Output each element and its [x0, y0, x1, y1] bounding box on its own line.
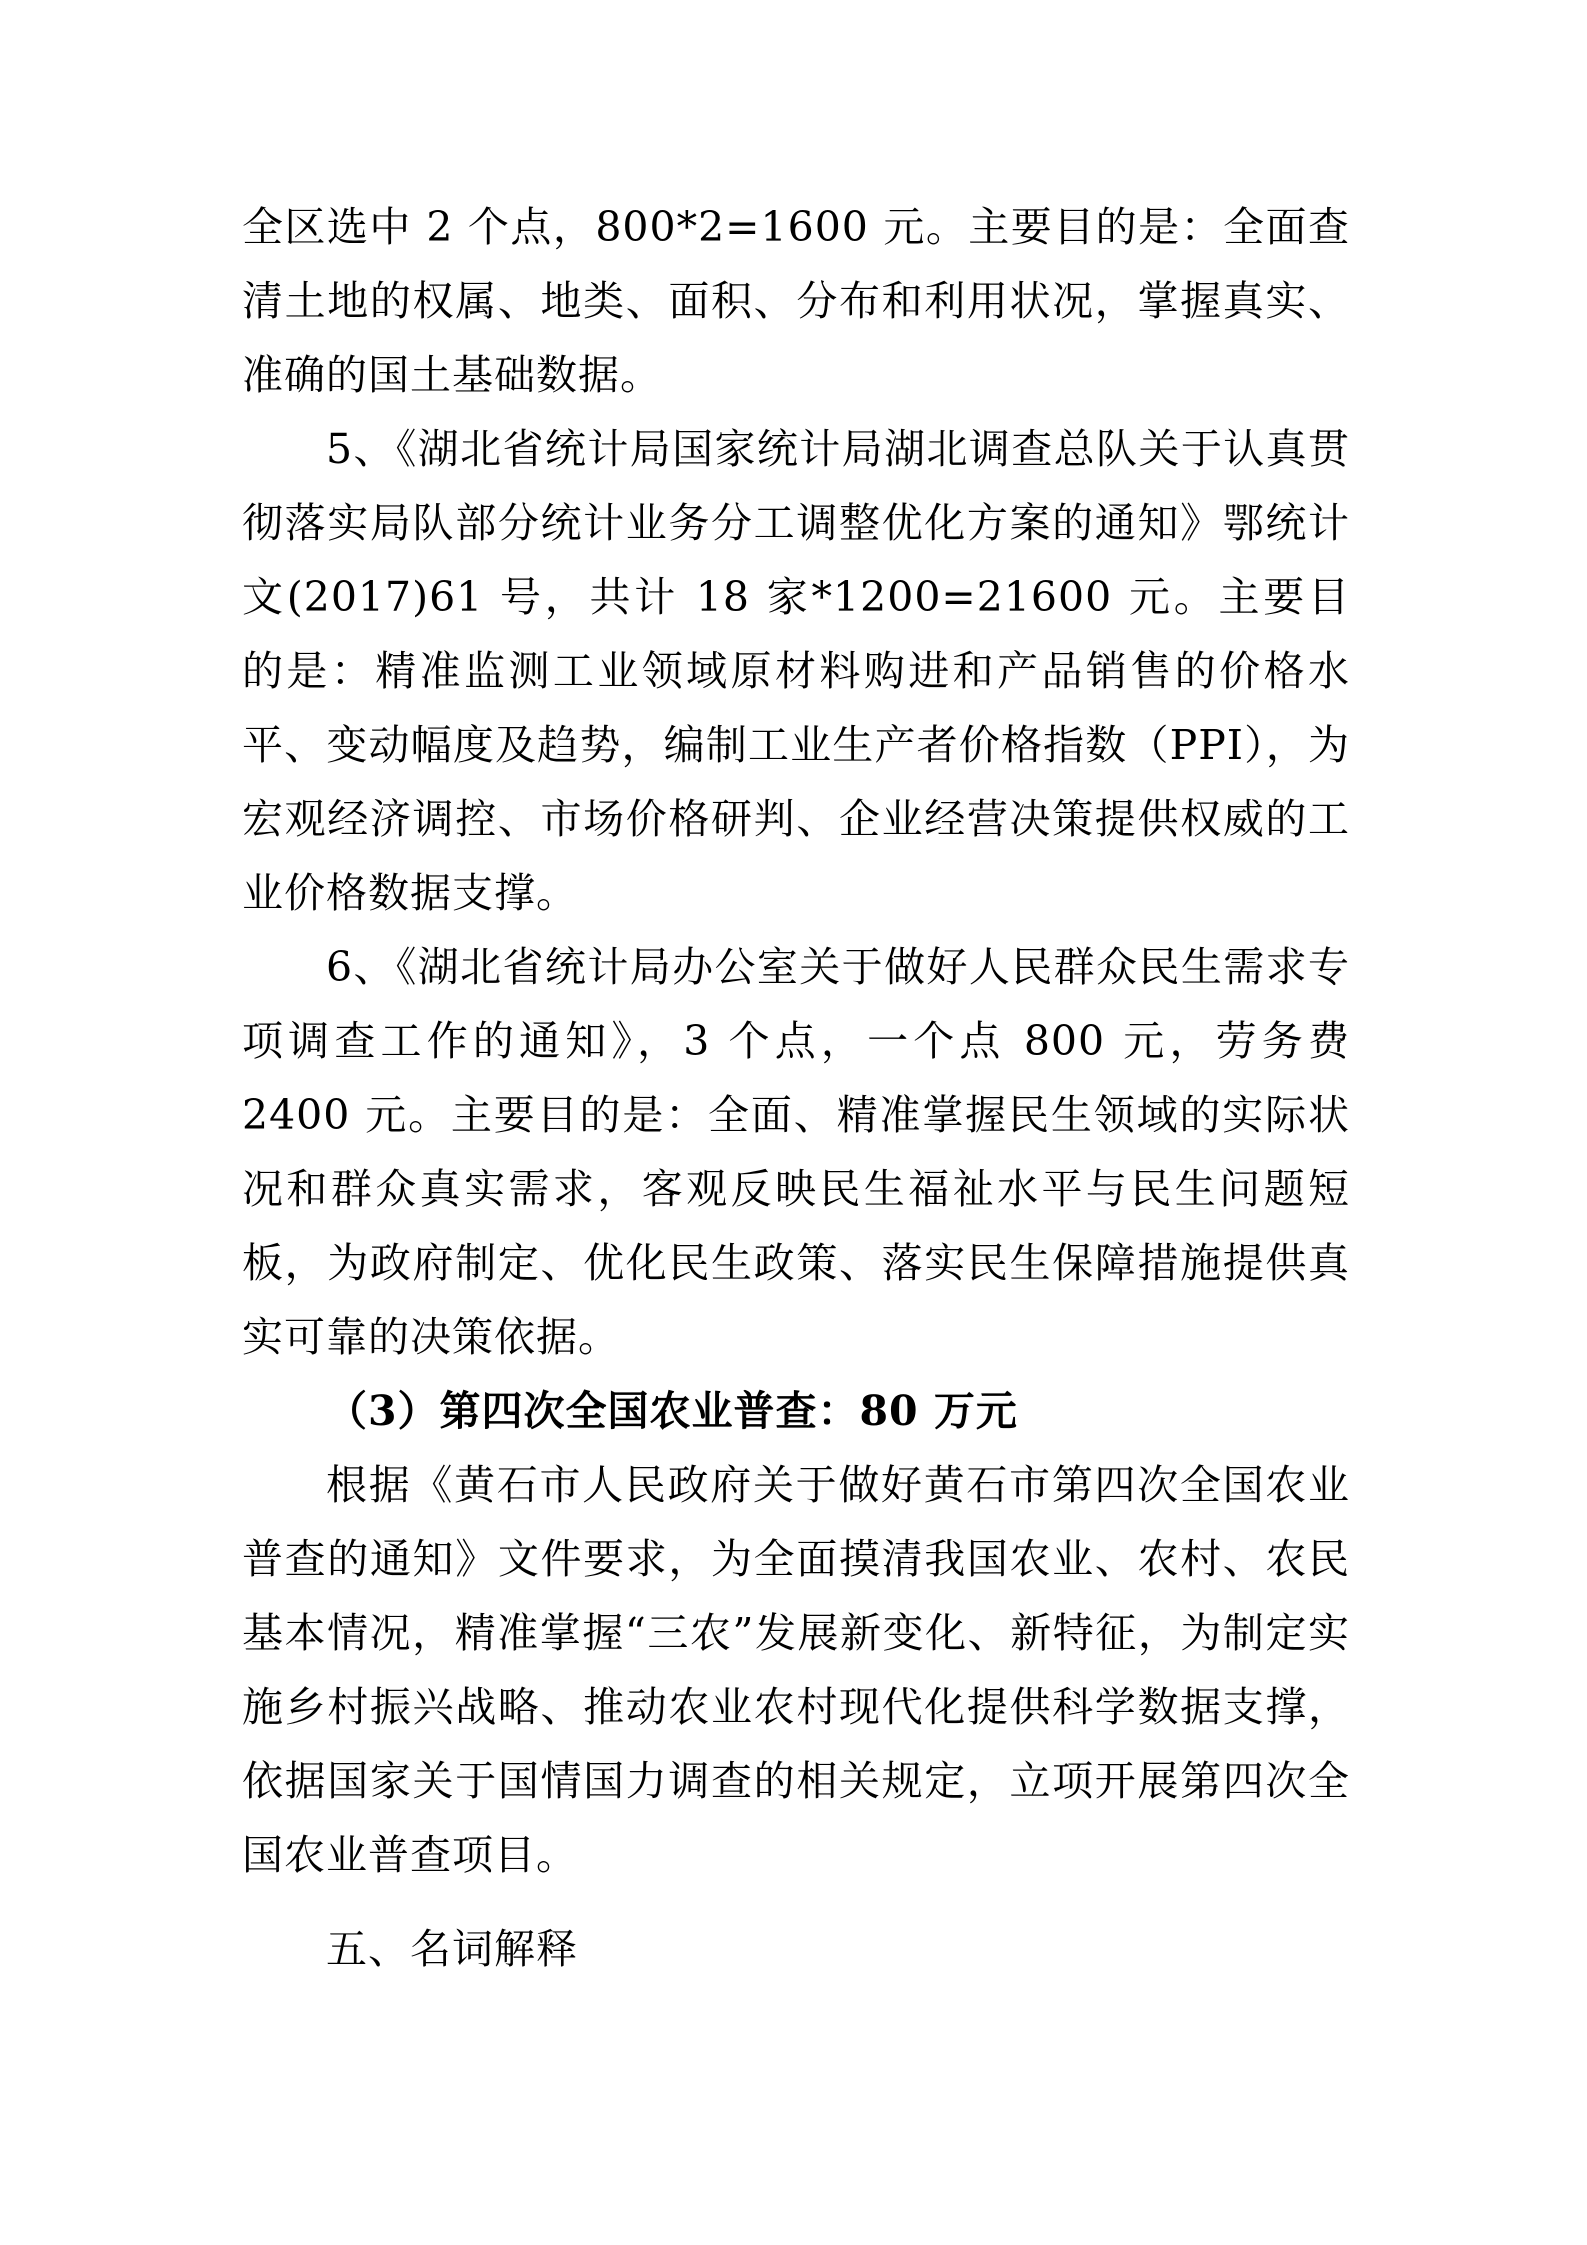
paragraph-land-survey-continuation: 全区选中 2 个点，800*2=1600 元。主要目的是：全面查清土地的权属、地类、面积、分布和利用状况，掌握真实、准确的国土基础数据。: [242, 203, 1350, 399]
paragraph-item-5: 5、《湖北省统计局国家统计局湖北调查总队关于认真贯彻落实局队部分统计业务分工调整优化方案的通知》鄂统计文(2017)61 号，共计 18 家*1200=21600 元。主要目的是：精准监测工业领域原材料购进和产品销售的价格水平、变动幅度及趋势，编制工业生产者价格指数（PPI），为宏观经济调控、市场价格研判、企业经营决策提供权威的工业价格数据支撑。: [242, 425, 1350, 917]
paragraph-item-6: 6、《湖北省统计局办公室关于做好人民群众民生需求专项调查工作的通知》，3 个点，一个点 800 元，劳务费 2400 元。主要目的是：全面、精准掌握民生领域的实际状况和群众真实需求，客观反映民生福祉水平与民生问题短板，为政府制定、优化民生政策、落实民生保障措施提供真实可靠的决策依据。: [242, 943, 1350, 1361]
section-heading-glossary: 五、名词解释: [326, 1925, 578, 1973]
subheading-agricultural-census: （3）第四次全国农业普查：80 万元: [326, 1387, 1018, 1435]
document-body: [242, 190, 1350, 1986]
paragraph-agricultural-census: 根据《黄石市人民政府关于做好黄石市第四次全国农业普查的通知》文件要求，为全面摸清我国农业、农村、农民基本情况，精准掌握“三农”发展新变化、新特征，为制定实施乡村振兴战略、推动农业农村现代化提供科学数据支撑，依据国家关于国情国力调查的相关规定，立项开展第四次全国农业普查项目。: [242, 1461, 1350, 1879]
